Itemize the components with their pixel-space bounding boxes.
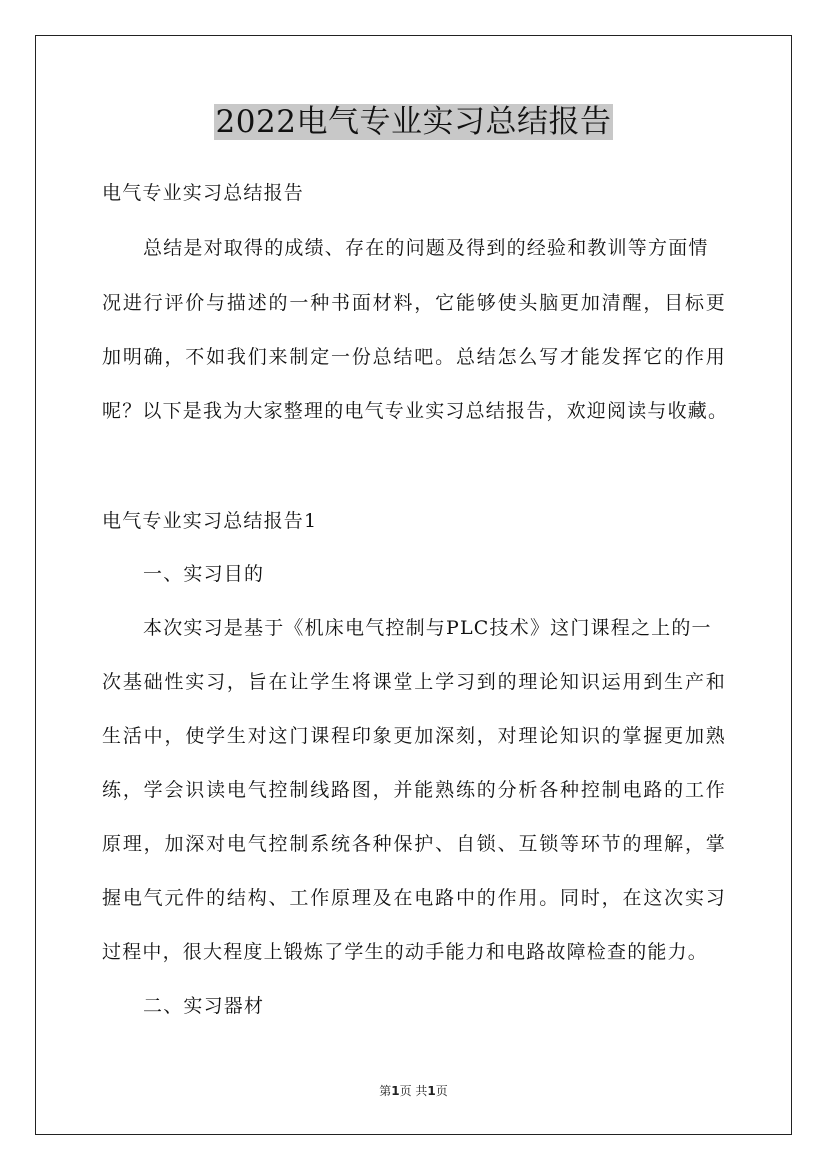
footer-page-number: 1 bbox=[391, 1084, 400, 1098]
document-title-text: 2022电气专业实习总结报告 bbox=[215, 104, 612, 140]
page-footer bbox=[0, 1083, 827, 1099]
part-1-line-7: 过程中，很大程度上锻炼了学生的动手能力和电路故障检查的能力。 bbox=[102, 941, 709, 963]
footer-page-total: 1 bbox=[427, 1084, 436, 1098]
footer-page-suffix: 页 bbox=[435, 1084, 448, 1098]
section-1-title: 电气专业实习总结报告1 bbox=[102, 510, 318, 532]
intro-line-1: 总结是对取得的成绩、存在的问题及得到的经验和教训等方面情 bbox=[143, 237, 709, 259]
part-1-heading: 一、实习目的 bbox=[143, 563, 265, 585]
part-1-line-5: 原理，加深对电气控制系统各种保护、自锁、互锁等环节的理解，掌 bbox=[102, 833, 726, 855]
footer-page-middle: 页 共 bbox=[399, 1084, 428, 1098]
document-heading: 电气专业实习总结报告 bbox=[102, 182, 305, 204]
intro-line-4: 呢？以下是我为大家整理的电气专业实习总结报告，欢迎阅读与收藏。 bbox=[102, 400, 729, 422]
part-2-heading: 二、实习器材 bbox=[143, 995, 265, 1017]
intro-line-3: 加明确，不如我们来制定一份总结吧。总结怎么写才能发挥它的作用 bbox=[102, 346, 726, 368]
part-1-line-4: 练，学会识读电气控制线路图，并能熟练的分析各种控制电路的工作 bbox=[102, 779, 726, 801]
part-1-line-2: 次基础性实习，旨在让学生将课堂上学习到的理论知识运用到生产和 bbox=[102, 671, 726, 693]
part-1-line-3: 生活中，使学生对这门课程印象更加深刻，对理论知识的掌握更加熟 bbox=[102, 725, 726, 747]
footer-page-prefix: 第 bbox=[379, 1084, 392, 1098]
intro-line-2: 况进行评价与描述的一种书面材料，它能够使头脑更加清醒，目标更 bbox=[102, 292, 726, 314]
document-title bbox=[0, 101, 827, 143]
part-1-line-1: 本次实习是基于《机床电气控制与PLC技术》这门课程之上的一 bbox=[143, 617, 712, 639]
part-1-line-6: 握电气元件的结构、工作原理及在电路中的作用。同时，在这次实习 bbox=[102, 887, 726, 909]
